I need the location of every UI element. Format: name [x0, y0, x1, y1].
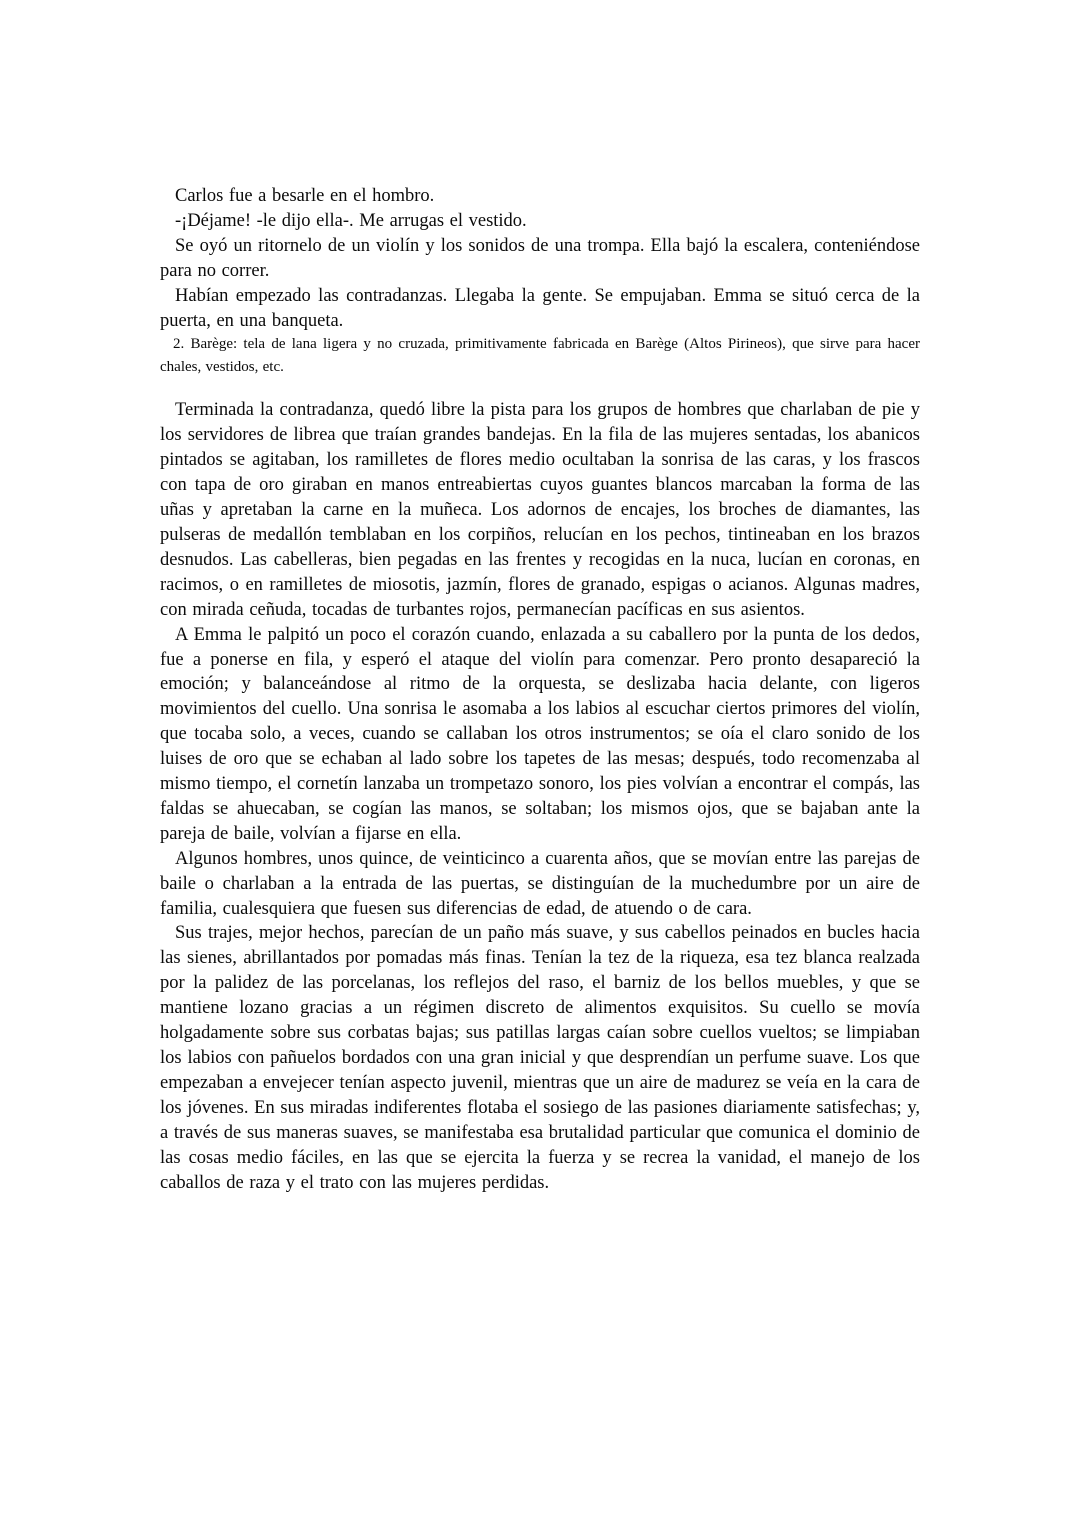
paragraph: Se oyó un ritornelo de un violín y los sonidos de una trompa. Ella bajó la escalera, conteniéndose para no correr.: [160, 235, 920, 281]
paragraph: Carlos fue a besarle en el hombro.: [175, 186, 435, 206]
paragraph: A Emma le palpitó un poco el corazón cuando, enlazada a su caballero por la punta de los dedos, fue a ponerse en fila, y esperó el ataque del violín para comenzar. Pero pronto desapareció la emoción; y balanceándose al ritmo de la orquesta, se deslizaba hacia delante, con ligeros movimientos del cuello. Una sonrisa le asomaba a los labios al escuchar ciertos primores del violín, que tocaba solo, a veces, cuando se callaban los otros instrumentos; se oía el claro sonido de los luises de oro que se echaban al lado sobre los tapetes de las mesas; después, todo recomenzaba al mismo tiempo, el cornetín lanzaba un trompetazo sonoro, los pies volvían a encontrar el compás, las faldas se ahuecaban, se cogían las manos, se soltaban; los mismos ojos, que se bajaban ante la pareja de baile, volvían a fijarse en ella.: [160, 624, 920, 844]
footnote: 2. Barège: tela de lana ligera y no cruzada, primitivamente fabricada en Barège (Altos Pirineos), que sirve para hacer chales, vestidos, etc.: [160, 336, 920, 375]
paragraph: Sus trajes, mejor hechos, parecían de un paño más suave, y sus cabellos peinados en bucles hacia las sienes, abrillantados por pomadas más finas. Tenían la tez de la riqueza, esa tez blanca realzada por la palidez de las porcelanas, los reflejos del raso, el barniz de los bellos muebles, y que se mantiene lozano gracias a un régimen discreto de alimentos exquisitos. Su cuello se movía holgadamente sobre sus corbatas bajas; sus patillas largas caían sobre cuellos vueltos; se limpiaban los labios con pañuelos bordados con una gran inicial y que desprendían un perfume suave. Los que empezaban a envejecer tenían aspecto juvenil, mientras que un aire de madurez se veía en la cara de los jóvenes. En sus miradas indiferentes flotaba el sosiego de las pasiones diariamente satisfechas; y, a través de sus maneras suaves, se manifestaba esa brutalidad particular que comunica el dominio de las cosas medio fáciles, en las que se ejercita la fuerza y se recrea la vanidad, el manejo de los caballos de raza y el trato con las mujeres perdidas.: [160, 923, 920, 1193]
paragraph: -¡Déjame! -le dijo ella-. Me arrugas el vestido.: [175, 210, 527, 231]
paragraph: Algunos hombres, unos quince, de veinticinco a cuarenta años, que se movían entre las parejas de baile o charlaban a la entrada de las puertas, se distinguían de la muchedumbre por un aire de familia, cualesquiera que fuesen sus diferencias de edad, de atuendo o de cara.: [160, 848, 920, 919]
paragraph: Habían empezado las contradanzas. Llegaba la gente. Se empujaban. Emma se situó cerca de la puerta, en una banqueta.: [160, 285, 920, 331]
paragraph: Terminada la contradanza, quedó libre la pista para los grupos de hombres que charlaban de pie y los servidores de librea que traían grandes bandejas. En la fila de las mujeres sentadas, los abanicos pintados se agitaban, los ramilletes de flores medio ocultaban la sonrisa de las caras, y los frascos con tapa de oro giraban en manos entreabiertas cuyos guantes blancos marcaban la forma de las uñas y apretaban la carne en la muñeca. Los adornos de encajes, los broches de diamantes, las pulseras de medallón temblaban en los corpiños, relucían en los pechos, tintineaban en los brazos desnudos. Las cabelleras, bien pegadas en las frentes y recogidas en la nuca, lucían en coronas, en racimos, o en ramilletes de miosotis, jazmín, flores de granado, espigas o acianos. Algunas madres, con mirada ceñuda, tocadas de turbantes rojos, permanecían pacíficas en sus asientos.: [160, 400, 920, 620]
